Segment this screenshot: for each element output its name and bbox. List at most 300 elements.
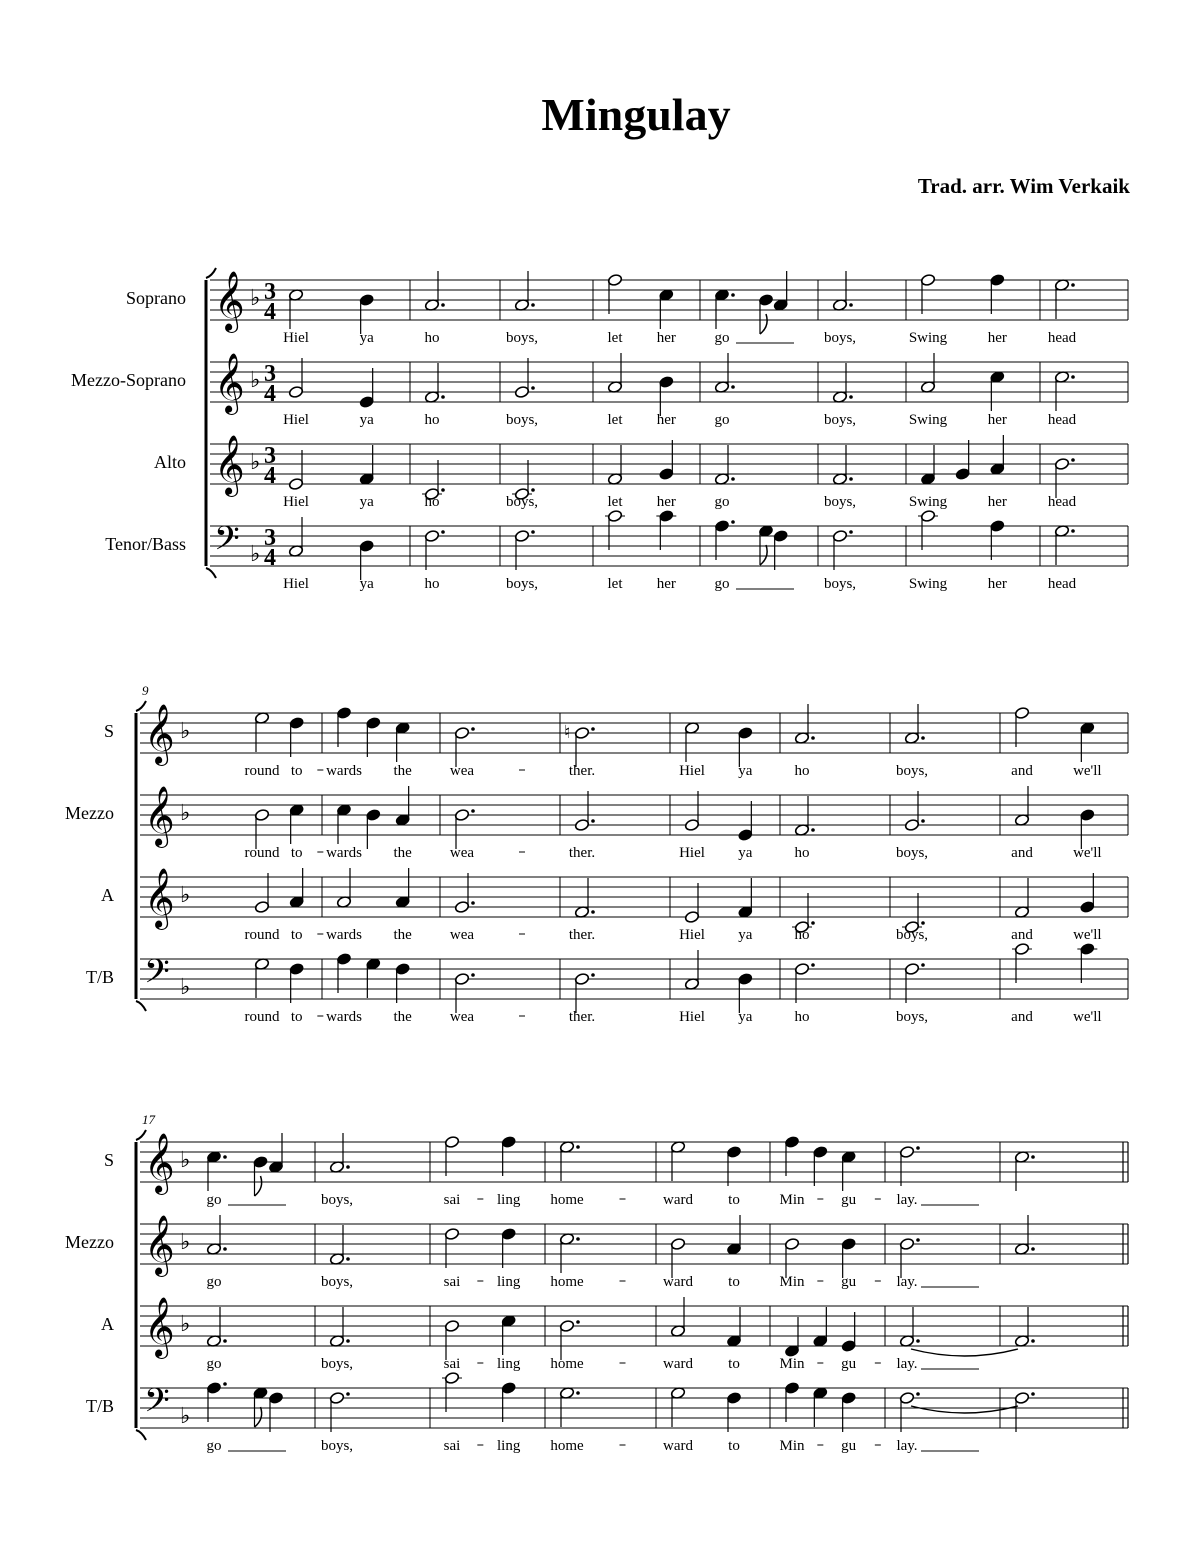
dot <box>531 488 535 492</box>
note <box>395 721 410 762</box>
notehead <box>904 818 919 831</box>
dot <box>921 963 925 967</box>
note <box>670 1140 685 1181</box>
notehead <box>454 726 469 739</box>
dot <box>223 1339 227 1343</box>
lyric: wea <box>449 845 475 861</box>
notehead <box>559 1319 574 1332</box>
note <box>442 1371 462 1412</box>
treble-clef-icon: 𝄞 <box>144 706 175 763</box>
dot <box>531 386 535 390</box>
measure-number: 17 <box>142 1112 155 1127</box>
note <box>784 1381 799 1422</box>
note <box>366 808 381 849</box>
lyric: and <box>1011 763 1033 779</box>
note <box>501 1227 516 1268</box>
treble-clef-icon: 𝄞 <box>144 1217 175 1274</box>
lyric: her <box>987 494 1007 510</box>
lyric: her <box>987 576 1007 592</box>
lyric: ho <box>794 927 810 943</box>
lyric: ther. <box>568 927 596 943</box>
notehead <box>254 808 269 821</box>
lyric: Hiel <box>283 330 309 346</box>
note <box>289 803 304 844</box>
dot <box>1071 458 1075 462</box>
notehead <box>794 962 809 975</box>
notehead <box>514 529 529 542</box>
note <box>920 273 935 314</box>
note <box>268 1391 283 1432</box>
measure-number: 9 <box>142 683 149 698</box>
note <box>656 509 676 550</box>
lyric: ho <box>424 330 440 346</box>
key-signature-flat: ♭ <box>180 1229 191 1254</box>
note <box>920 445 935 486</box>
system-1 <box>71 268 1128 592</box>
note <box>336 868 351 909</box>
lyric: to <box>728 1192 740 1208</box>
note <box>1014 706 1029 747</box>
notehead <box>395 962 410 975</box>
notehead <box>920 273 935 286</box>
note <box>1080 721 1095 762</box>
notehead <box>1014 1391 1029 1404</box>
dot <box>441 303 445 307</box>
note <box>329 1225 349 1266</box>
bracket-bottom-hook <box>136 1430 146 1440</box>
dot <box>731 477 735 481</box>
note <box>607 445 622 486</box>
treble-clef-icon: 𝄞 <box>144 1299 175 1356</box>
dot <box>441 530 445 534</box>
note <box>904 704 924 745</box>
flag <box>255 1176 262 1196</box>
lyric: round <box>244 763 280 779</box>
lyric: we'll <box>1073 845 1102 861</box>
dot <box>731 520 735 524</box>
lyric: ya <box>738 927 753 943</box>
note <box>288 517 303 558</box>
dot <box>1071 283 1075 287</box>
lyric: Swing <box>908 330 948 346</box>
staff-label: Mezzo <box>65 1232 114 1252</box>
staff-a <box>101 868 1128 943</box>
note <box>268 1133 283 1174</box>
notehead <box>773 529 788 542</box>
lyric: her <box>987 330 1007 346</box>
lyric: ya <box>738 763 753 779</box>
lyric: the <box>393 927 412 943</box>
note <box>395 868 410 909</box>
notehead <box>454 900 469 913</box>
lyric: boys, <box>895 763 929 779</box>
key-signature-flat: ♭ <box>180 1403 191 1428</box>
lyric: boys, <box>505 494 539 510</box>
lyric: Swing <box>908 494 948 510</box>
notehead <box>288 385 303 398</box>
lyric: the <box>393 763 412 779</box>
staff-t-b <box>86 1371 1128 1454</box>
note <box>813 1307 828 1348</box>
dot <box>441 395 445 399</box>
dot <box>1031 1339 1035 1343</box>
note <box>501 1381 516 1422</box>
note <box>444 1227 459 1268</box>
lyric: wards <box>326 763 362 779</box>
key-signature-flat: ♭ <box>180 1147 191 1172</box>
lyric: lay. <box>896 1356 918 1372</box>
note <box>254 808 269 849</box>
lyric: boys, <box>895 845 929 861</box>
note <box>714 353 734 394</box>
notehead <box>501 1227 516 1240</box>
note <box>1014 1215 1034 1256</box>
notehead <box>670 1237 685 1250</box>
lyric: ya <box>359 494 374 510</box>
notehead <box>366 716 381 729</box>
note <box>1014 1307 1034 1348</box>
staff-label: Soprano <box>126 288 186 308</box>
treble-clef-icon: 𝄞 <box>144 788 175 845</box>
staff-label: A <box>101 885 114 905</box>
notehead <box>424 529 439 542</box>
flag <box>760 545 767 565</box>
lyric: ling <box>496 1192 521 1208</box>
lyric: round <box>244 1009 280 1025</box>
note <box>684 791 699 832</box>
lyric: we'll <box>1073 763 1102 779</box>
note <box>990 370 1005 411</box>
page-title: Mingulay <box>541 89 731 140</box>
note <box>444 1135 459 1176</box>
lyric: ho <box>424 412 440 428</box>
note <box>832 271 852 312</box>
note <box>738 972 753 1013</box>
notehead <box>684 818 699 831</box>
notehead <box>501 1135 516 1148</box>
note <box>336 952 351 993</box>
lyric: Hiel <box>679 1009 705 1025</box>
note <box>841 1391 856 1432</box>
staff-s <box>104 704 1128 779</box>
lyric: gu <box>841 1192 857 1208</box>
notehead <box>714 519 729 532</box>
lyric: her <box>987 412 1007 428</box>
dot <box>471 727 475 731</box>
staff-soprano <box>126 271 1128 346</box>
staff-alto <box>154 435 1128 510</box>
notehead <box>1080 808 1095 821</box>
key-signature-flat: ♭ <box>180 974 191 999</box>
note <box>359 445 374 486</box>
dot <box>471 809 475 813</box>
notehead <box>454 972 469 985</box>
lyric: Swing <box>908 412 948 428</box>
notehead <box>738 972 753 985</box>
notehead <box>574 818 589 831</box>
time-signature-bottom: 4 <box>264 545 276 571</box>
dot <box>576 1320 580 1324</box>
lyric: Min <box>779 1438 805 1454</box>
lyric: ho <box>794 845 810 861</box>
lyric: home <box>550 1192 584 1208</box>
lyric: let <box>607 494 623 510</box>
lyric: Min <box>779 1356 805 1372</box>
notehead <box>253 1155 268 1168</box>
staff-label: S <box>103 721 114 741</box>
note <box>1054 524 1074 565</box>
notehead <box>336 706 351 719</box>
notehead <box>574 726 589 739</box>
staff-t-b <box>86 942 1128 1025</box>
dot <box>916 1146 920 1150</box>
lyric: go <box>714 330 730 346</box>
notehead <box>366 808 381 821</box>
dot <box>849 477 853 481</box>
notehead <box>289 962 304 975</box>
note <box>501 1135 516 1176</box>
time-signature-top: 3 <box>264 279 276 305</box>
staff-mezzo <box>65 1215 1128 1290</box>
dot <box>591 973 595 977</box>
note <box>607 273 622 314</box>
notehead <box>904 962 919 975</box>
lyric: Swing <box>908 576 948 592</box>
note <box>206 1150 226 1191</box>
lyric: we'll <box>1073 927 1102 943</box>
staff-label: A <box>101 1314 114 1334</box>
treble-clef-icon: 𝄞 <box>214 355 245 412</box>
lyric: home <box>550 1438 584 1454</box>
note <box>714 445 734 486</box>
dot <box>1031 1392 1035 1396</box>
lyric: wea <box>449 763 475 779</box>
lyric: round <box>244 927 280 943</box>
key-signature-flat: ♭ <box>180 800 191 825</box>
dot <box>223 1382 227 1386</box>
lyric: we'll <box>1073 1009 1102 1025</box>
notehead <box>841 1339 856 1352</box>
key-signature-flat: ♭ <box>250 367 261 392</box>
note <box>773 529 788 570</box>
time-signature-top: 3 <box>264 443 276 469</box>
lyric: wea <box>449 1009 475 1025</box>
notehead <box>514 385 529 398</box>
notehead <box>758 293 773 306</box>
lyric: to <box>728 1438 740 1454</box>
notehead <box>920 509 935 522</box>
lyric: ling <box>496 1274 521 1290</box>
lyric: go <box>206 1438 222 1454</box>
flag <box>760 314 767 334</box>
lyric: ho <box>424 576 440 592</box>
lyric: to <box>290 1009 303 1025</box>
lyric: ya <box>738 1009 753 1025</box>
lyric: the <box>393 1009 412 1025</box>
lyric: her <box>656 576 676 592</box>
note <box>955 440 970 481</box>
lyric: lay. <box>896 1438 918 1454</box>
lyric: Hiel <box>679 927 705 943</box>
note <box>336 706 351 747</box>
notehead <box>990 519 1005 532</box>
bracket-bottom-hook <box>136 1001 146 1011</box>
key-signature-flat: ♭ <box>180 882 191 907</box>
lyric: wards <box>326 927 362 943</box>
tie <box>911 1406 1018 1413</box>
lyric: Min <box>779 1274 805 1290</box>
lyric: gu <box>841 1274 857 1290</box>
lyric: go <box>206 1274 222 1290</box>
lyric: and <box>1011 845 1033 861</box>
lyric: Hiel <box>283 494 309 510</box>
treble-clef-icon: 𝄞 <box>144 870 175 927</box>
dot <box>471 973 475 977</box>
notehead <box>1014 706 1029 719</box>
note <box>289 962 304 1003</box>
dot <box>1031 1155 1035 1159</box>
notehead <box>254 900 269 913</box>
lyric: boys, <box>320 1438 354 1454</box>
staff-label: S <box>103 1150 114 1170</box>
note <box>684 950 699 991</box>
note <box>920 353 935 394</box>
note <box>813 1145 828 1186</box>
dot <box>916 1238 920 1242</box>
note <box>794 704 814 745</box>
notehead <box>1054 457 1069 470</box>
lyric: go <box>206 1192 222 1208</box>
notehead <box>574 972 589 985</box>
note <box>841 1237 856 1278</box>
lyric: ward <box>663 1438 693 1454</box>
note <box>359 539 374 580</box>
notehead <box>206 1381 221 1394</box>
note <box>329 1133 349 1174</box>
note <box>1054 370 1074 411</box>
key-signature-flat: ♭ <box>250 285 261 310</box>
notehead <box>841 1237 856 1250</box>
note <box>758 524 773 565</box>
lyric: her <box>656 494 676 510</box>
lyric: go <box>714 412 730 428</box>
note <box>1014 786 1029 827</box>
notehead <box>784 1237 799 1250</box>
notehead <box>832 529 847 542</box>
notehead <box>899 1237 914 1250</box>
notehead <box>659 375 674 388</box>
lyric: ho <box>794 1009 810 1025</box>
note <box>794 796 814 837</box>
note <box>288 288 303 329</box>
notehead <box>784 1381 799 1394</box>
note <box>784 1135 799 1176</box>
note <box>514 271 534 312</box>
dot <box>591 819 595 823</box>
time-signature-bottom: 4 <box>264 463 276 489</box>
lyric: lay. <box>896 1274 918 1290</box>
dot <box>811 736 815 740</box>
notehead <box>329 1391 344 1404</box>
notehead <box>659 509 674 522</box>
notehead <box>726 1391 741 1404</box>
lyric: round <box>244 845 280 861</box>
note <box>288 358 303 399</box>
time-signature-top: 3 <box>264 361 276 387</box>
dot <box>921 921 925 925</box>
dot <box>731 385 735 389</box>
staff-label: T/B <box>85 967 114 987</box>
note <box>670 1237 685 1278</box>
lyric: ward <box>663 1192 693 1208</box>
lyric: Hiel <box>283 412 309 428</box>
notehead <box>607 509 622 522</box>
bass-clef-icon: 𝄢 <box>214 520 240 565</box>
dot <box>346 1257 350 1261</box>
dot <box>921 736 925 740</box>
dot <box>1031 1247 1035 1251</box>
staff-tenor-bass <box>105 509 1128 592</box>
note <box>329 1307 349 1348</box>
notehead <box>607 273 622 286</box>
notehead <box>738 726 753 739</box>
lyric: ward <box>663 1274 693 1290</box>
dot <box>441 488 445 492</box>
lyric: go <box>714 576 730 592</box>
dot <box>531 303 535 307</box>
note <box>990 273 1005 314</box>
notehead <box>359 293 374 306</box>
note <box>990 519 1005 560</box>
staff-mezzo <box>65 786 1128 861</box>
notehead <box>738 828 753 841</box>
notehead <box>955 467 970 480</box>
staff-a <box>101 1297 1128 1372</box>
lyric: boys, <box>505 412 539 428</box>
note <box>289 716 304 757</box>
lyric: ward <box>663 1356 693 1372</box>
note <box>738 726 753 767</box>
note <box>714 288 734 329</box>
lyric: boys, <box>320 1192 354 1208</box>
lyric: go <box>206 1356 222 1372</box>
lyric: head <box>1047 576 1077 592</box>
note <box>1080 808 1095 849</box>
note <box>1077 942 1097 983</box>
lyric: ling <box>496 1438 521 1454</box>
lyric: wards <box>326 1009 362 1025</box>
note <box>253 1155 268 1196</box>
note <box>841 1150 856 1191</box>
lyric: ya <box>359 412 374 428</box>
time-signature-top: 3 <box>264 525 276 551</box>
note <box>726 1391 741 1432</box>
dot <box>346 1392 350 1396</box>
lyric: her <box>656 412 676 428</box>
lyric: ho <box>794 763 810 779</box>
note <box>559 1386 579 1427</box>
note <box>574 878 594 919</box>
lyric: ya <box>359 330 374 346</box>
notehead <box>501 1381 516 1394</box>
notehead <box>684 910 699 923</box>
note <box>501 1314 516 1355</box>
lyric: gu <box>841 1438 857 1454</box>
dot <box>916 1392 920 1396</box>
lyric: to <box>290 763 303 779</box>
treble-clef-icon: 𝄞 <box>144 1135 175 1192</box>
lyric: home <box>550 1274 584 1290</box>
